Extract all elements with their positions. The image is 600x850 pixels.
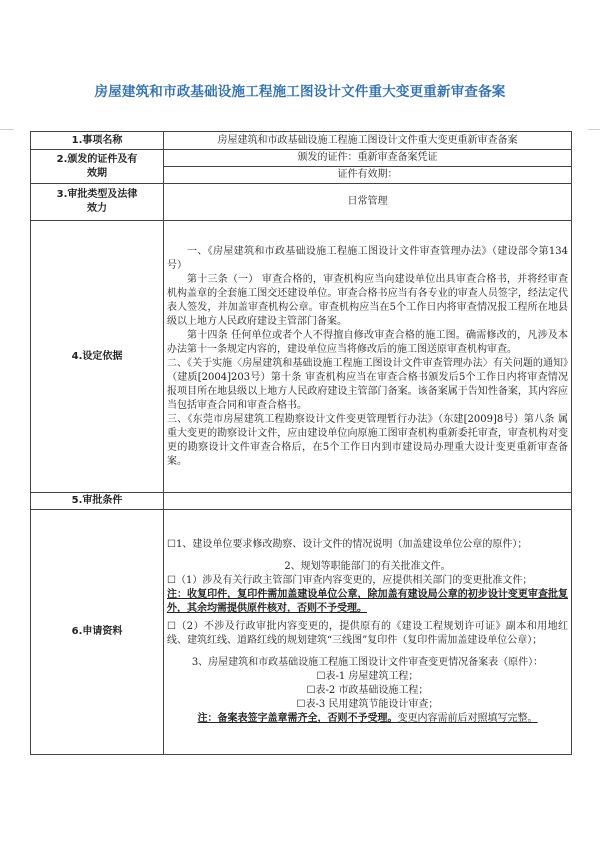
header-divider: [0, 129, 14, 130]
material-note: [167, 712, 568, 726]
material-item: ☐（2）不涉及行政审批内容变更的，提供原有的《建设工程规划许可证》副本和用地红线、建筑红线、道路红线的规划建筑“三线图”复印件（复印件需加盖建设单位公章）；: [167, 621, 568, 646]
basis-paragraph: 二、《关于实施〈房屋建筑和基础设施工程施工图设计文件审查管理办法〉有关问题的通知》（建质[2004]203号）第十条 审查机构应当在审查合格书颁发后5个工作日内将审查情况报项目所在地县级以上地方人民政府建设主管部门备案。该备案属于告知性备案，其内容应当包括审查合同和审查合格书。: [167, 357, 568, 411]
item-name-value: 房屋建筑和市政基础设施工程施工图设计文件重大变更重新审查备案: [164, 132, 572, 150]
conditions-value: [164, 493, 572, 510]
materials-content: [164, 510, 572, 755]
basis-content: [164, 221, 572, 493]
certificate-validity: 证件有效期：: [164, 167, 572, 184]
table-row: [31, 221, 572, 493]
table-row: [31, 132, 572, 150]
material-note-rest: 变更内容需前后对照填写完整。: [397, 713, 538, 724]
item-name-label: 1.事项名称: [31, 132, 164, 150]
certificate-label-line1: 2.颁发的证件及有: [56, 153, 138, 165]
basis-paragraph: 第十三条（一） 审查合格的，审查机构应当向建设单位出具审查合格书，并将经审查机构盖章的全套施工图交还建设单位。审查合格书应当有各专业的审查人员签字，经法定代表人签发，并加盖审查机构公章。审查机构应当在5个工作日内将审查情况报工程所在地县级以上地方人民政府建设主管部门备案。: [167, 273, 568, 327]
approval-type-label-line1: 3.审批类型及法律: [56, 189, 138, 200]
certificate-issued: 颁发的证件：重新审查备案凭证: [164, 150, 572, 167]
basis-label: 4.设定依据: [31, 221, 164, 493]
basis-paragraph: 一、《房屋建筑和市政基础设施工程施工图设计文件审查管理办法》（建设部令第134号）: [167, 245, 568, 271]
material-item: 2、规划等职能部门的有关批准文件。: [284, 561, 451, 572]
table-row: [31, 150, 572, 167]
material-item: ☐表-3 民用建筑节能设计审查；: [296, 699, 439, 710]
approval-type-label: [31, 184, 164, 221]
table-row: [31, 510, 572, 755]
material-item: ☐1、建设单位要求修改勘察、设计文件的情况说明（加盖建设单位公章的原件）；: [167, 539, 528, 550]
material-item: ☐（1）涉及有关行政主管部门审查内容变更的，应提供相关部门的变更批准文件；: [167, 575, 533, 586]
header-divider: [588, 129, 600, 130]
basis-paragraph: 第十四条 任何单位或者个人不得擅自修改审查合格的施工图。确需修改的，凡涉及本办法第十一条规定内容的，建设单位应当将修改后的施工图送原审查机构审查。: [167, 329, 568, 355]
materials-label: 6.申请资料: [31, 510, 164, 755]
material-note: 注：收复印件，复印件需加盖建设单位公章，除加盖有建设局公章的初步设计变更审查批复外，其余均需提供原件核对，否则不予受理。: [167, 589, 568, 614]
material-note-emphasis: 注：备案表签字盖章需齐全，否则不予受理。: [197, 713, 398, 724]
approval-type-label-line2: 效力: [87, 203, 107, 214]
material-item: 3、房屋建筑和市政基础设施工程施工图设计文件审查变更情况备案表（原件）：: [191, 657, 544, 668]
approval-type-value: 日常管理: [164, 184, 572, 221]
document-title: 房屋建筑和市政基础设施工程施工图设计文件重大变更重新审查备案: [94, 84, 506, 100]
basis-paragraph: 三、《东莞市房屋建筑工程勘察设计文件变更管理暂行办法》（东建[2009]8号）第八条 属重大变更的勘察设计文件，应由建设单位向原施工图审查机构重新委托审查，审查机构对变更的勘察设计文件审查合格后，在5个工作日内到市建设局办理重大设计变更重新审查备案。: [167, 413, 568, 467]
certificate-label-line2: 效期: [87, 167, 107, 179]
matter-info-table: [30, 131, 572, 755]
material-item: ☐表-1 房屋建筑工程；: [316, 671, 419, 682]
table-row: [31, 493, 572, 510]
conditions-label: 5.审批条件: [31, 493, 164, 510]
material-item: ☐表-2 市政基础设施工程；: [306, 685, 429, 696]
certificate-label: [31, 150, 164, 184]
table-row: [31, 184, 572, 221]
